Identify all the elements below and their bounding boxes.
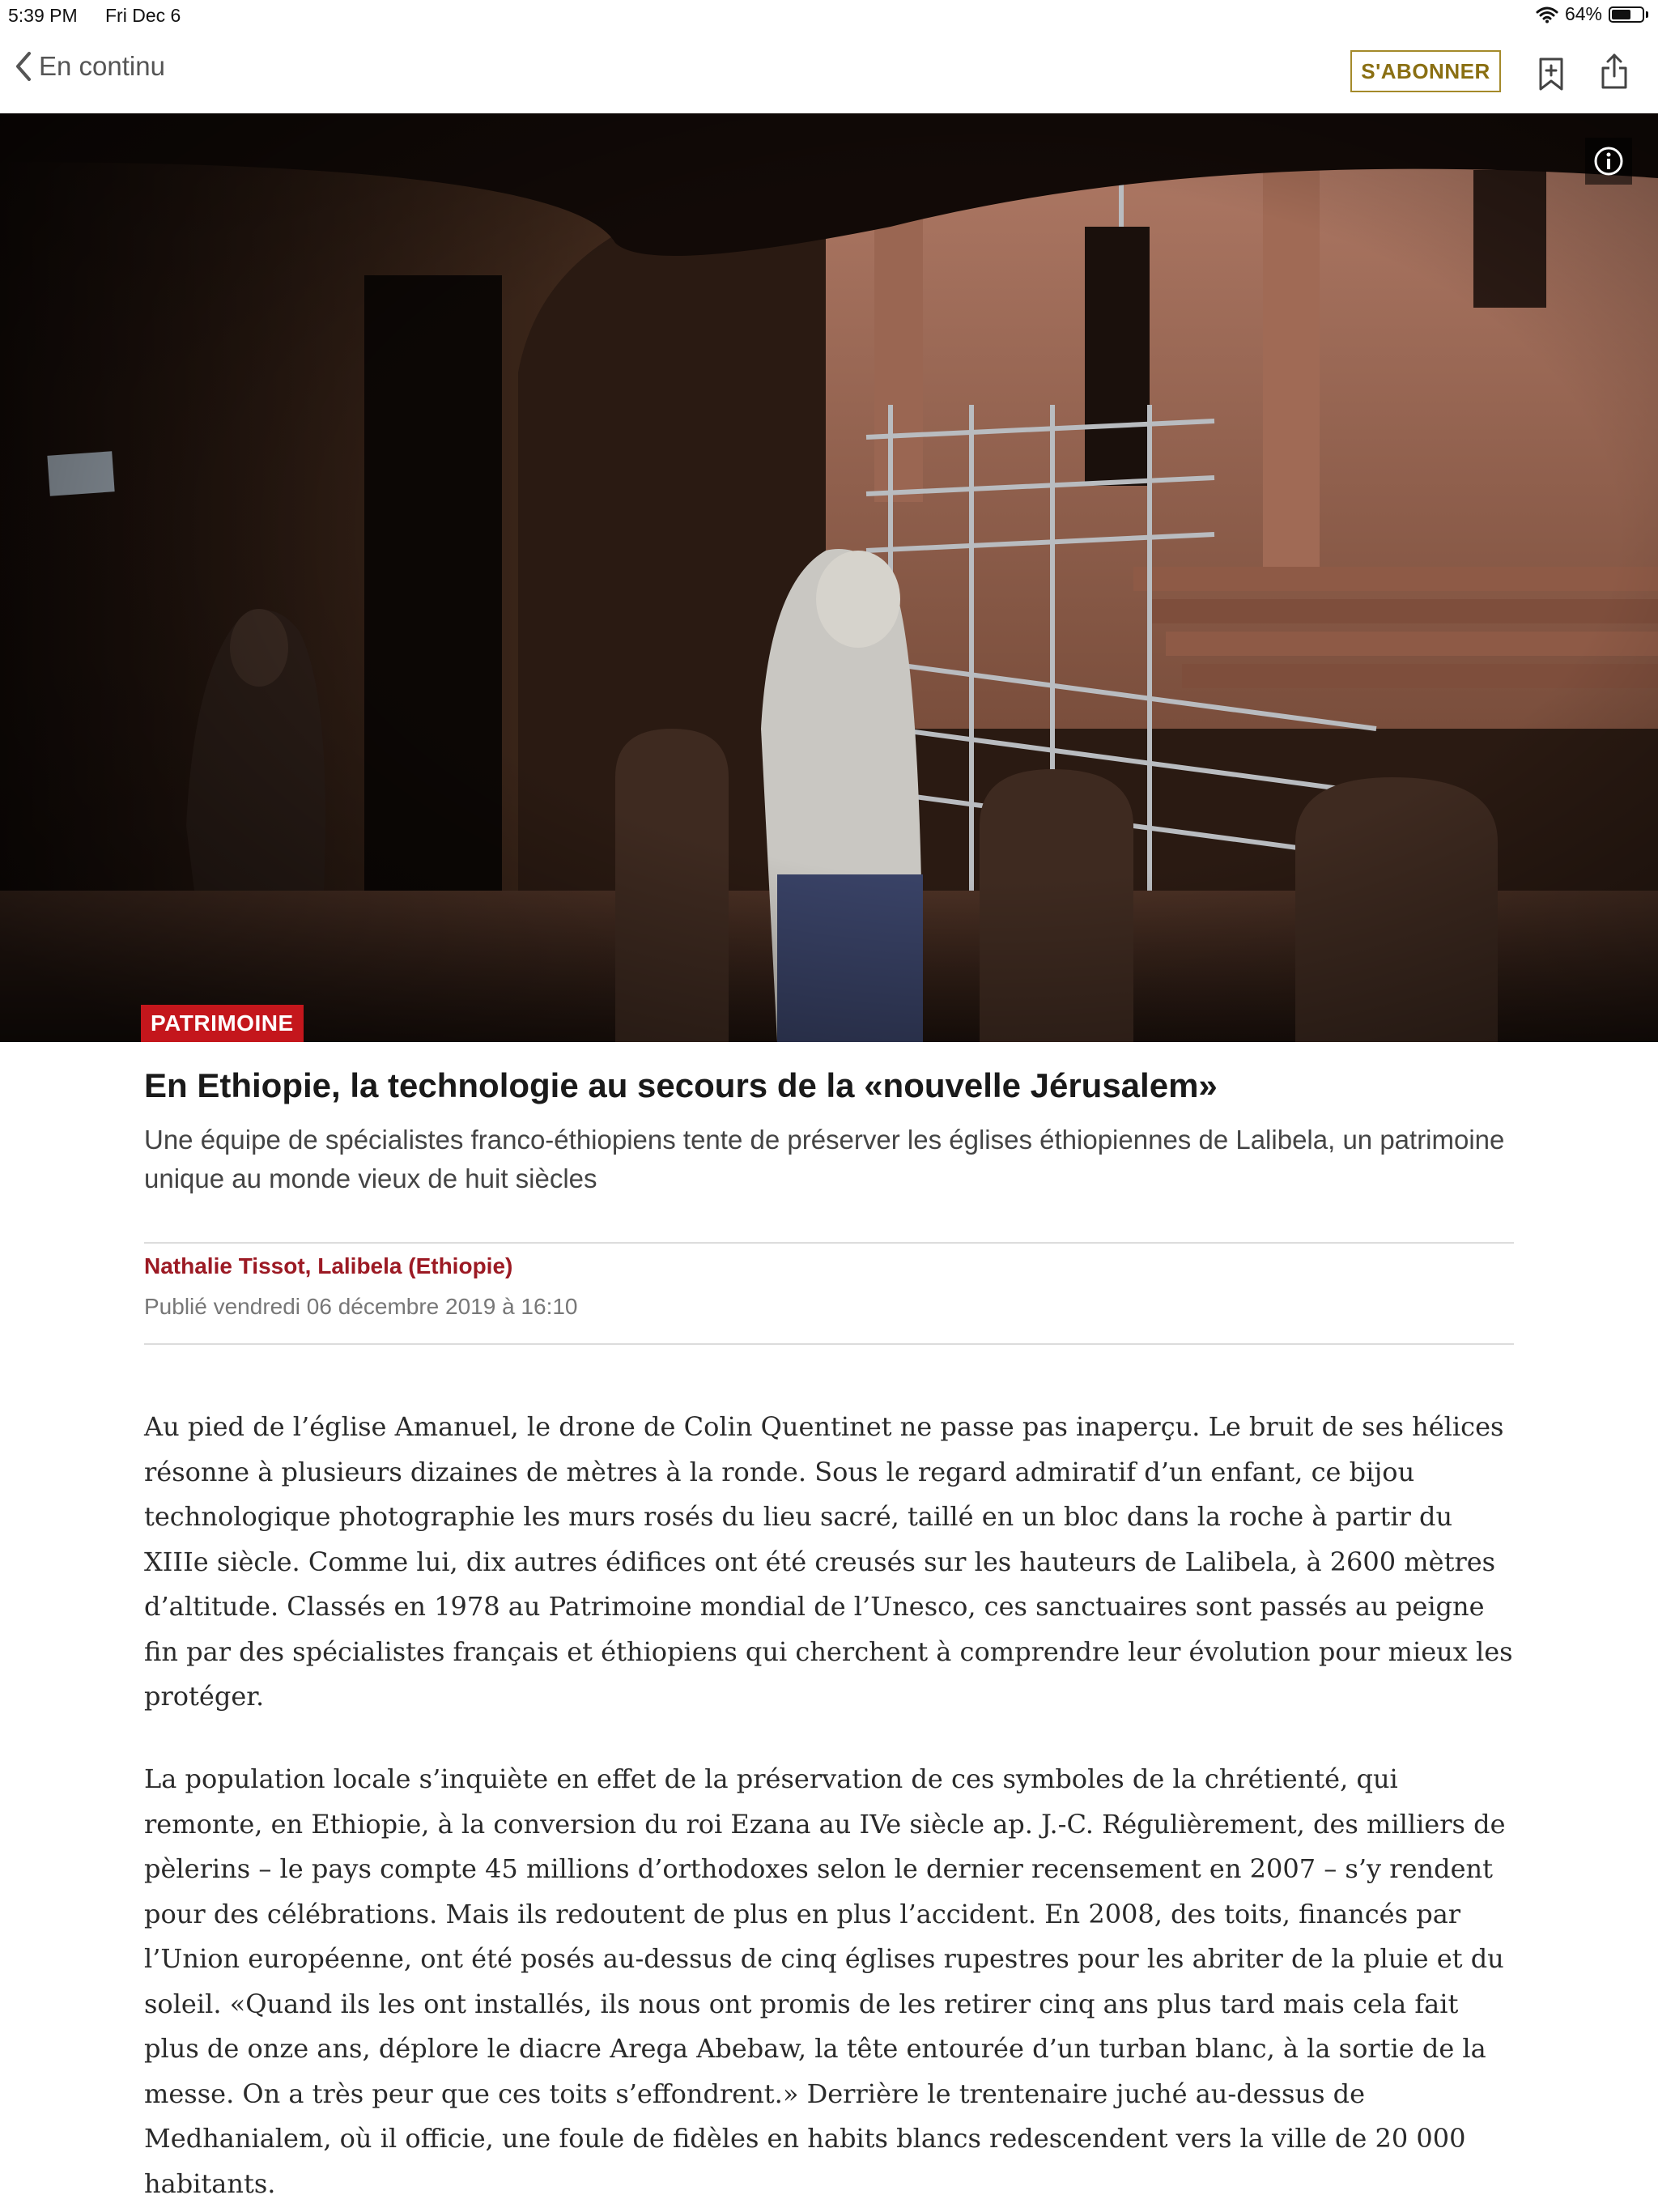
- back-button[interactable]: [15, 50, 165, 83]
- battery-fill: [1612, 10, 1630, 19]
- author-link[interactable]: Nathalie Tissot, Lalibela (Ethiopie): [144, 1253, 513, 1278]
- back-label: En continu: [39, 51, 165, 81]
- battery-icon: [1609, 6, 1644, 23]
- wifi-icon: [1536, 6, 1558, 23]
- battery-tip: [1646, 11, 1648, 18]
- status-right: [1536, 3, 1648, 25]
- nav-bar: [0, 32, 1658, 113]
- info-icon: [1592, 145, 1625, 177]
- article-paragraph: Au pied de l’église Amanuel, le drone de Colin Quentinet ne passe pas inaperçu. Le bruit de ses hélices résonne à plusieurs dizaines de mètres à la ronde. Sous le regard admiratif d’un enfant, ce bijou technologique photographie les murs rosés du lieu sacré, taillé en un bloc dans la roche à partir du XIIIe siècle. Comme lui, dix autres édifices ont été creusés sur les hauteurs de Lalibela, à 2600 mètres d’altitude. Classés en 1978 au Patrimoine mondial de l’Unesco, ces sanctuaires sont passés au peigne fin par des spécialistes français et éthiopiens qui cherchent à comprendre leur évolution pour mieux les protéger.: [144, 1411, 1513, 1712]
- status-date: Fri Dec 6: [105, 5, 181, 26]
- publish-date: Publié vendredi 06 décembre 2019 à 16:10: [144, 1294, 578, 1319]
- category-badge[interactable]: PATRIMOINE: [141, 1005, 304, 1042]
- byline-divider-bottom: [144, 1343, 1514, 1345]
- chevron-left-icon: [15, 50, 32, 83]
- hero-image[interactable]: [0, 113, 1658, 1042]
- status-bar: [0, 0, 1658, 32]
- lalibela-photo: [0, 113, 1658, 1042]
- bookmark-add-icon[interactable]: [1537, 57, 1565, 92]
- byline-divider-top: [144, 1242, 1514, 1244]
- subscribe-button[interactable]: S'ABONNER: [1350, 50, 1501, 92]
- article-subhead: Une équipe de spécialistes franco-éthiopiens tente de préserver les églises éthiopiennes de Lalibela, un patrimoine unique au monde vieux de huit siècles: [144, 1125, 1505, 1193]
- status-time: 5:39 PM: [8, 5, 78, 26]
- photo-info-button[interactable]: [1585, 138, 1632, 185]
- article-headline: En Ethiopie, la technologie au secours de la «nouvelle Jérusalem»: [144, 1066, 1218, 1104]
- share-icon[interactable]: [1600, 52, 1629, 91]
- article-paragraph: La population locale s’inquiète en effet de la préservation de ces symboles de la chrétienté, qui remonte, en Ethiopie, à la conversion du roi Ezana au IVe siècle ap. J.-C. Régulièrement, des milliers de pèlerins – le pays compte 45 millions d’orthodoxes selon le dernier recensement en 2007 – s’y rendent pour des célébrations. Mais ils redoutent de plus en plus l’accident. En 2008, des toits, financés par l’Union européenne, ont été posés au-dessus de cinq églises rupestres pour les abriter de la pluie et du soleil. «Quand ils les ont installés, ils nous ont promis de les retirer cinq ans plus tard mais cela fait plus de onze ans, déplore le diacre Arega Abebaw, la tête entourée d’un turban blanc, à la sortie de la messe. On a très peur que ces toits s’effondrent.» Derrière le trentenaire juché au-dessus de Medhanialem, où il officie, une foule de fidèles en habits blancs redescendent vers la ville de 20 000 habitants.: [144, 1763, 1506, 2199]
- battery-percent: 64%: [1564, 3, 1602, 24]
